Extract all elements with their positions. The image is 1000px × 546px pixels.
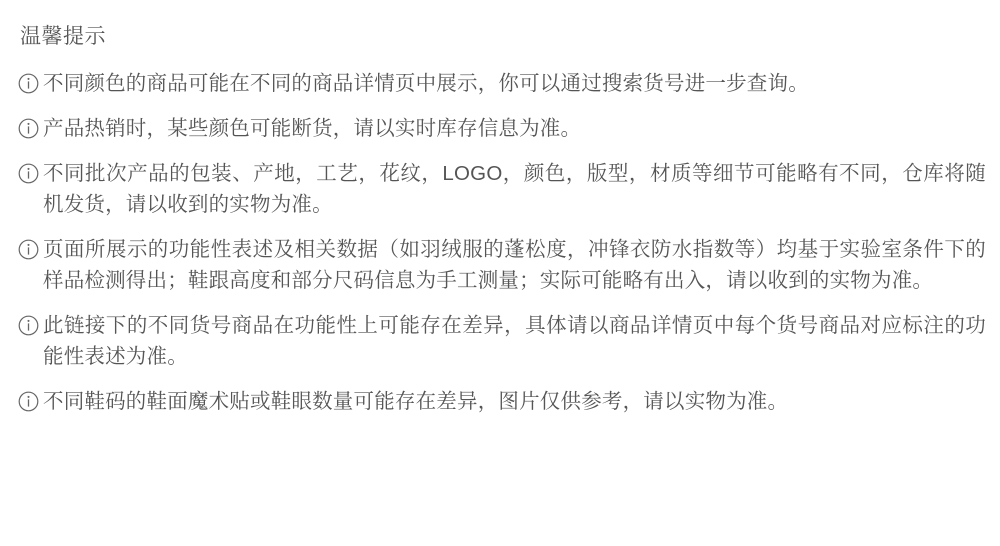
list-item <box>18 310 986 372</box>
notice-text: 不同批次产品的包装、产地，工艺，花纹，LOGO，颜色，版型，材质等细节可能略有不同，仓库将随机发货，请以收到的实物为准。 <box>43 162 986 216</box>
notice-text: 此链接下的不同货号商品在功能性上可能存在差异，具体请以商品详情页中每个货号商品对应标注的功能性表述为准。 <box>43 314 986 368</box>
list-item <box>18 68 986 99</box>
notice-list <box>18 68 986 417</box>
info-circle-icon <box>18 73 39 94</box>
info-circle-icon <box>18 315 39 336</box>
notice-text: 不同鞋码的鞋面魔术贴或鞋眼数量可能存在差异，图片仅供参考，请以实物为准。 <box>43 390 789 413</box>
list-item <box>18 386 986 417</box>
notice-text: 页面所展示的功能性表述及相关数据（如羽绒服的蓬松度，冲锋衣防水指数等）均基于实验室条件下的样品检测得出；鞋跟高度和部分尺码信息为手工测量；实际可能略有出入，请以收到的实物为准。 <box>43 238 986 292</box>
notice-text: 产品热销时，某些颜色可能断货，请以实时库存信息为准。 <box>43 117 582 140</box>
page-title: 温馨提示 <box>20 25 106 48</box>
info-circle-icon <box>18 118 39 139</box>
notice-text: 不同颜色的商品可能在不同的商品详情页中展示，你可以通过搜索货号进一步查询。 <box>43 72 809 95</box>
info-circle-icon <box>18 163 39 184</box>
list-item <box>18 113 986 144</box>
info-circle-icon <box>18 391 39 412</box>
list-item <box>18 158 986 220</box>
info-circle-icon <box>18 239 39 260</box>
list-item <box>18 234 986 296</box>
